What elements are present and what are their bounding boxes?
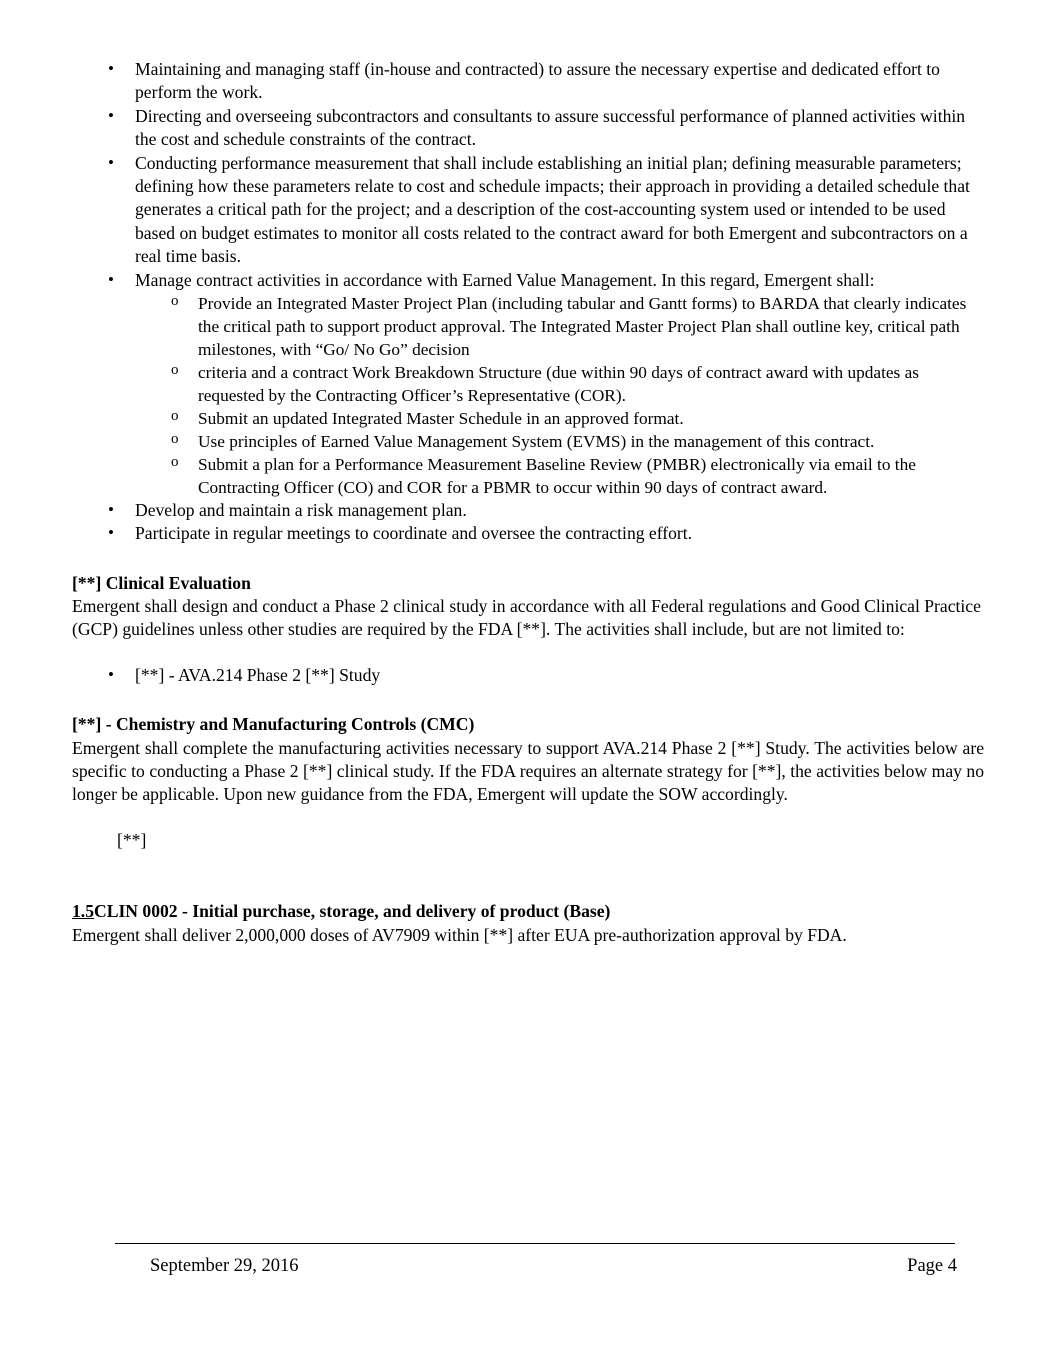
list-item: o Use principles of Earned Value Management System (EVMS) in the management of this contract. (135, 430, 984, 453)
list-item: • Manage contract activities in accordance with Earned Value Management. In this regard, Emergent shall: (72, 269, 984, 292)
list-item: • Conducting performance measurement that shall include establishing an initial plan; defining measurable parameters; defining how these parameters relate to cost and schedule impacts; their approach in providing a detailed schedule that generates a critical path for the project; and a description of the cost-accounting system used or intended to be used based on budget estimates to monitor all costs related to the contract award for both Emergent and subcontractors on a real time basis. (72, 152, 984, 269)
list-item: o Submit an updated Integrated Master Schedule in an approved format. (135, 407, 984, 430)
footer-date: September 29, 2016 (150, 1256, 299, 1276)
section-heading-cmc: [**] - Chemistry and Manufacturing Controls (CMC) (72, 714, 475, 735)
list-item: o Provide an Integrated Master Project Plan (including tabular and Gantt forms) to BARDA that clearly indicates the critical path to support product approval. The Integrated Master Project Plan shall outline key, critical path milestones, with “Go/ No Go” decision (135, 292, 984, 361)
page-footer (72, 1243, 984, 1277)
section-number: 1.5 (72, 901, 94, 922)
list-item-clinical-study: • [**] - AVA.214 Phase 2 [**] Study (72, 664, 984, 687)
list-item: • Participate in regular meetings to coordinate and oversee the contracting effort. (72, 522, 984, 545)
section-paragraph-clin-0002: Emergent shall deliver 2,000,000 doses of AV7909 within [**] after EUA pre-authorization approval by FDA. (72, 924, 847, 945)
list-item: • Directing and overseeing subcontractors and consultants to assure successful performance of planned activities within the cost and schedule constraints of the contract. (72, 105, 984, 152)
redaction-marker: [**] (117, 829, 147, 850)
sub-bullet-wrapper (135, 292, 984, 499)
sub-bullet-list (135, 292, 984, 499)
section-paragraph-cmc: Emergent shall complete the manufacturing activities necessary to support AVA.214 Phase 2 [**] Study. The activities below are specific to conducting a Phase 2 [**] clinical study. If the FDA requires an alternate strategy for [**], the activities below may no longer be applicable. Upon new guidance from the FDA, Emergent will update the SOW accordingly. (72, 737, 984, 805)
section-heading-clin-0002 (72, 900, 984, 923)
section-paragraph-clinical-evaluation: Emergent shall design and conduct a Phase 2 clinical study in accordance with all Federal regulations and Good Clinical Practice (GCP) guidelines unless other studies are required by the FDA [**]. The activities shall include, but are not limited to: (72, 596, 981, 640)
footer-page-number: Page 4 (907, 1256, 957, 1276)
section-heading-text: CLIN 0002 - Initial purchase, storage, and delivery of product (Base) (94, 901, 611, 922)
footer-row (72, 1244, 984, 1277)
document-body (72, 58, 984, 947)
section-heading-clinical-evaluation: [**] Clinical Evaluation (72, 572, 251, 593)
list-item: • Develop and maintain a risk management plan. (72, 499, 984, 522)
list-item-continuation: o criteria and a contract Work Breakdown Structure (due within 90 days of contract award with updates as requested by the Contracting Officer’s Representative (COR). (135, 361, 984, 407)
list-item: o Submit a plan for a Performance Measurement Baseline Review (PMBR) electronically via email to the Contracting Officer (CO) and COR for a PBMR to occur within 90 days of contract award. (135, 453, 984, 499)
list-item: • Maintaining and managing staff (in-house and contracted) to assure the necessary expertise and dedicated effort to perform the work. (72, 58, 984, 105)
main-bullet-list (72, 58, 984, 292)
main-bullet-list-continued (72, 499, 984, 546)
